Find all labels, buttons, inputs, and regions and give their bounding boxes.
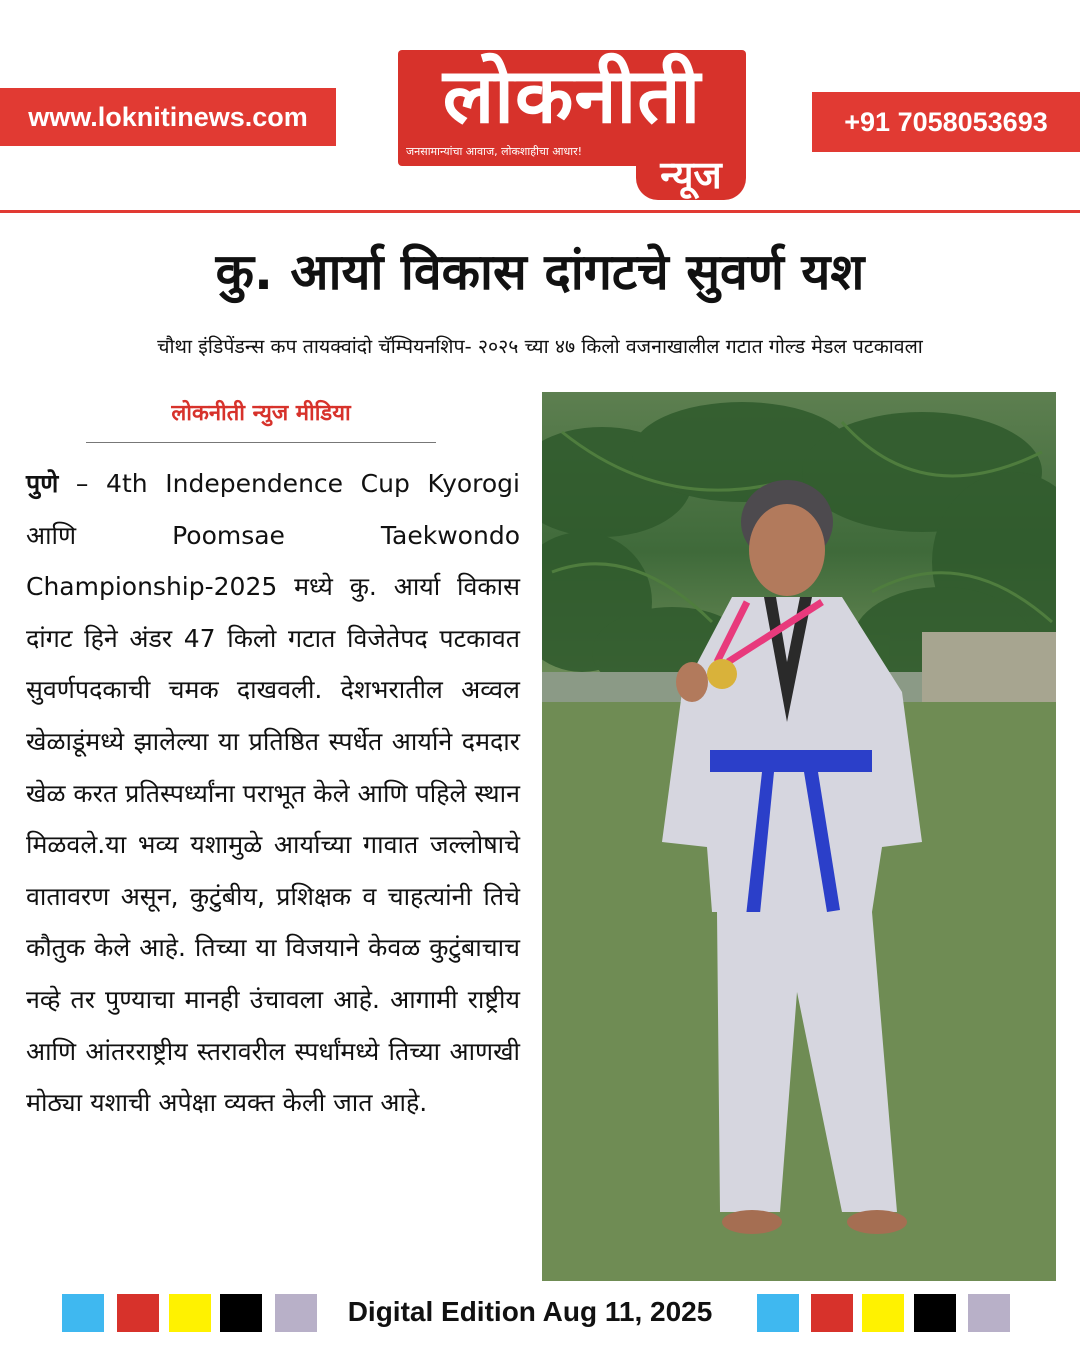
color-swatch (62, 1294, 104, 1332)
digital-edition-date: Digital Edition Aug 11, 2025 (347, 1296, 713, 1327)
athlete-photo (542, 392, 1056, 1281)
logo-name: लोकनीती (442, 51, 702, 140)
color-swatch (968, 1294, 1010, 1332)
headline: कु. आर्या विकास दांगटचे सुवर्ण यश (215, 243, 865, 301)
color-swatch (862, 1294, 904, 1332)
article-text: – 4th Independence Cup Kyorogi आणि Poomsae Taekwondo Championship-2025 मध्ये कु. आर्या विकास दांगट हिने अंडर 47 किलो गटात विजेतेपद पटकावत सुवर्णपदकाची चमक दाखवली. देशभरातील अव्वल खेळाडूंमध्ये झालेल्या या प्रतिष्ठित स्पर्धेत आर्याने दमदार खेळ करत प्रतिस्पर्ध्यांना पराभूत केले आणि पहिले स्थान मिळवले.या भव्य यशामुळे आर्याच्या गावात जल्लोषाचे वातावरण असून, कुटुंबीय, प्रशिक्षक व चाहत्यांनी तिचे कौतुक केले आहे. तिच्या या विजयाने केवळ कुटुंबाचाच नव्हे तर पुण्याचा मानही उंचावला आहे. आगामी राष्ट्रीय आणि आंतरराष्ट्रीय स्तरावरील स्पर्धांमध्ये तिच्या आणखी मोठ्या यशाची अपेक्षा व्यक्त केली जात आहे. (26, 469, 520, 1118)
byline-divider (86, 442, 436, 443)
header-divider (0, 210, 1080, 213)
color-swatch (169, 1294, 211, 1332)
athlete-photo-illustration (542, 392, 1056, 1281)
color-swatch (914, 1294, 956, 1332)
color-swatch (220, 1294, 262, 1332)
article-city: पुणे (26, 469, 59, 498)
logo-sub: न्यूज (636, 152, 746, 200)
phone-badge[interactable]: +91 7058053693 (812, 92, 1080, 152)
article-body (26, 458, 520, 1129)
color-swatch (117, 1294, 159, 1332)
subheadline: चौथा इंडिपेंडन्स कप तायक्वांदो चॅम्पियनशिप- २०२५ च्या ४७ किलो वजनाखालील गटात गोल्ड मेडल पटकावला (157, 335, 923, 358)
website-badge[interactable]: www.loknitinews.com (0, 88, 336, 146)
color-swatch (757, 1294, 799, 1332)
loknitinews-logo (398, 46, 746, 197)
color-swatch (275, 1294, 317, 1332)
color-swatch (811, 1294, 853, 1332)
byline: लोकनीती न्युज मीडिया (171, 401, 351, 426)
logo-tagline: जनसामान्यांचा आवाज, लोकशाहीचा आधार! (406, 145, 583, 158)
